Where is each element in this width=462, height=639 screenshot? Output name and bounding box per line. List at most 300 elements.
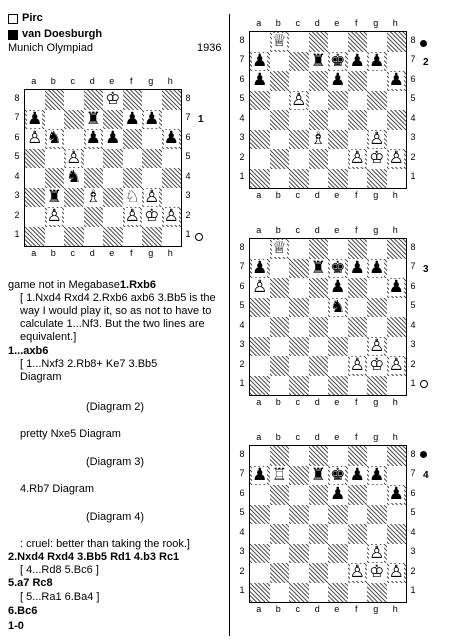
square-c4 xyxy=(289,110,309,130)
square-c6 xyxy=(64,129,84,149)
square-b8 xyxy=(270,239,290,259)
piece-K-icon: ♔ xyxy=(369,355,385,376)
rank-label-2: 2 xyxy=(410,565,416,576)
file-label-c: c xyxy=(70,76,75,86)
square-e4 xyxy=(328,317,348,337)
square-e4 xyxy=(103,168,123,188)
square-a2 xyxy=(250,356,270,376)
square-a6 xyxy=(250,71,270,91)
column-divider xyxy=(229,14,230,636)
square-b5 xyxy=(270,505,290,525)
rank-label-8: 8 xyxy=(239,448,245,459)
file-label-g: g xyxy=(148,248,154,258)
square-f8 xyxy=(123,90,143,110)
file-label-b: b xyxy=(275,18,281,28)
square-c7 xyxy=(289,259,309,279)
piece-P-icon: ♙ xyxy=(66,147,82,168)
rank-label-1: 1 xyxy=(239,585,245,596)
chess-board xyxy=(24,89,182,247)
rank-label-8: 8 xyxy=(185,92,191,103)
chess-board xyxy=(249,31,407,189)
square-b5 xyxy=(45,149,65,169)
rank-label-5: 5 xyxy=(410,507,416,518)
square-f8 xyxy=(348,239,368,259)
square-d3 xyxy=(309,130,329,150)
square-a2 xyxy=(25,207,45,227)
file-label-g: g xyxy=(148,76,154,86)
game-result: 1-0 xyxy=(8,620,24,632)
square-g3 xyxy=(367,130,387,150)
piece-p-icon: ♟ xyxy=(369,464,385,485)
square-c8 xyxy=(289,446,309,466)
square-e2 xyxy=(328,149,348,169)
square-f8 xyxy=(348,446,368,466)
white-square-icon xyxy=(8,14,18,24)
square-b2 xyxy=(45,207,65,227)
rank-label-2: 2 xyxy=(410,358,416,369)
rank-label-1: 1 xyxy=(410,585,416,596)
square-e3 xyxy=(103,188,123,208)
file-label-h: h xyxy=(392,432,398,442)
rank-label-5: 5 xyxy=(14,151,20,162)
square-a5 xyxy=(250,298,270,318)
square-d6 xyxy=(309,278,329,298)
event-year: 1936 xyxy=(197,42,222,54)
square-a6 xyxy=(25,129,45,149)
square-f3 xyxy=(348,337,368,357)
square-e1 xyxy=(328,583,348,603)
square-h7 xyxy=(387,259,407,279)
square-c1 xyxy=(289,376,309,396)
square-h7 xyxy=(162,110,182,130)
square-e8 xyxy=(328,32,348,52)
rank-label-6: 6 xyxy=(239,280,245,291)
square-h6 xyxy=(387,278,407,298)
piece-P-icon: ♙ xyxy=(349,562,365,583)
piece-N-icon: ♘ xyxy=(124,186,140,207)
piece-p-icon: ♟ xyxy=(330,277,346,298)
piece-p-icon: ♟ xyxy=(252,464,268,485)
piece-p-icon: ♟ xyxy=(252,70,268,91)
square-h8 xyxy=(387,446,407,466)
square-g1 xyxy=(367,376,387,396)
rank-label-6: 6 xyxy=(239,73,245,84)
square-a5 xyxy=(250,91,270,111)
piece-P-icon: ♙ xyxy=(349,148,365,169)
square-f1 xyxy=(123,227,143,247)
file-label-d: d xyxy=(89,248,95,258)
rank-label-4: 4 xyxy=(410,526,416,537)
square-e3 xyxy=(328,544,348,564)
rank-label-3: 3 xyxy=(410,132,416,143)
square-f3 xyxy=(348,544,368,564)
square-h6 xyxy=(387,71,407,91)
rank-label-6: 6 xyxy=(410,73,416,84)
file-label-g: g xyxy=(373,432,379,442)
rank-label-1: 1 xyxy=(410,171,416,182)
piece-K-icon: ♔ xyxy=(144,206,160,227)
square-f7 xyxy=(348,52,368,72)
file-label-a: a xyxy=(31,76,37,86)
rank-label-2: 2 xyxy=(410,151,416,162)
comment-5: : cruel: better than taking the rook.] xyxy=(20,538,190,550)
piece-P-icon: ♙ xyxy=(388,562,404,583)
black-player-name: van Doesburgh xyxy=(22,28,103,40)
square-e2 xyxy=(103,207,123,227)
piece-r-icon: ♜ xyxy=(310,50,326,71)
square-b3 xyxy=(45,188,65,208)
square-f5 xyxy=(348,91,368,111)
file-label-a: a xyxy=(256,190,262,200)
piece-P-icon: ♙ xyxy=(369,542,385,563)
square-d7 xyxy=(309,259,329,279)
file-label-a: a xyxy=(256,225,262,235)
square-b6 xyxy=(270,485,290,505)
rank-label-2: 2 xyxy=(239,151,245,162)
intro-text: game not in Megabase xyxy=(8,279,120,291)
square-b4 xyxy=(270,524,290,544)
square-g4 xyxy=(367,317,387,337)
square-f6 xyxy=(348,71,368,91)
file-label-f: f xyxy=(354,604,358,614)
square-d8 xyxy=(309,239,329,259)
square-g1 xyxy=(142,227,162,247)
file-label-f: f xyxy=(129,248,133,258)
rank-label-8: 8 xyxy=(14,92,20,103)
piece-Q-icon: ♕ xyxy=(271,31,287,52)
file-label-b: b xyxy=(275,432,281,442)
file-label-e: e xyxy=(334,18,340,28)
square-f3 xyxy=(348,130,368,150)
rank-label-7: 7 xyxy=(239,468,245,479)
square-c4 xyxy=(289,524,309,544)
piece-p-icon: ♟ xyxy=(105,128,121,149)
file-label-g: g xyxy=(373,225,379,235)
square-c1 xyxy=(64,227,84,247)
square-g1 xyxy=(367,169,387,189)
square-d2 xyxy=(84,207,104,227)
square-b2 xyxy=(270,563,290,583)
rank-label-7: 7 xyxy=(410,468,416,479)
square-d6 xyxy=(309,71,329,91)
square-c8 xyxy=(64,90,84,110)
piece-n-icon: ♞ xyxy=(330,296,346,317)
piece-p-icon: ♟ xyxy=(388,484,404,505)
square-b8 xyxy=(270,32,290,52)
square-h2 xyxy=(162,207,182,227)
square-e7 xyxy=(103,110,123,130)
square-g4 xyxy=(367,110,387,130)
white-to-move-icon xyxy=(195,233,203,241)
square-b8 xyxy=(45,90,65,110)
rank-label-8: 8 xyxy=(410,34,416,45)
white-player-name: Pirc xyxy=(22,12,43,24)
comment-1: [ 1.Nxd4 Rxd4 2.Rxb6 axb6 3.Bb5 is the way I would play it, so as not to have to calculate 1...Nf3. But the two lines are equivalent.] xyxy=(20,292,216,343)
comment-2a: [ 1...Nxf3 2.Rb8+ Ke7 3.Bb5 xyxy=(20,358,158,370)
square-c2 xyxy=(289,563,309,583)
piece-P-icon: ♙ xyxy=(388,148,404,169)
square-h5 xyxy=(387,91,407,111)
square-g5 xyxy=(367,298,387,318)
square-g5 xyxy=(367,505,387,525)
square-c6 xyxy=(289,71,309,91)
rank-label-6: 6 xyxy=(14,131,20,142)
rank-label-6: 6 xyxy=(239,487,245,498)
comment-3: pretty Nxe5 Diagram xyxy=(20,428,121,440)
square-f1 xyxy=(348,376,368,396)
piece-p-icon: ♟ xyxy=(27,108,43,129)
square-f2 xyxy=(348,563,368,583)
rank-label-4: 4 xyxy=(239,112,245,123)
notes-line-1 xyxy=(8,279,156,292)
square-g2 xyxy=(367,563,387,583)
rank-label-2: 2 xyxy=(14,209,20,220)
file-label-f: f xyxy=(354,18,358,28)
square-g2 xyxy=(142,207,162,227)
square-g6 xyxy=(367,278,387,298)
piece-p-icon: ♟ xyxy=(144,108,160,129)
piece-P-icon: ♙ xyxy=(252,277,268,298)
square-a4 xyxy=(250,317,270,337)
square-a4 xyxy=(250,110,270,130)
square-g6 xyxy=(142,129,162,149)
piece-p-icon: ♟ xyxy=(330,484,346,505)
piece-K-icon: ♔ xyxy=(105,89,121,110)
square-g5 xyxy=(367,91,387,111)
square-e5 xyxy=(328,505,348,525)
square-d7 xyxy=(309,466,329,486)
square-h5 xyxy=(387,505,407,525)
square-c2 xyxy=(289,356,309,376)
square-h3 xyxy=(387,337,407,357)
square-d1 xyxy=(309,169,329,189)
comment-4: 4.Rb7 Diagram xyxy=(20,483,94,495)
square-d8 xyxy=(84,90,104,110)
square-d5 xyxy=(309,505,329,525)
file-label-g: g xyxy=(373,397,379,407)
piece-B-icon: ♗ xyxy=(310,128,326,149)
square-a3 xyxy=(250,130,270,150)
square-h8 xyxy=(162,90,182,110)
piece-P-icon: ♙ xyxy=(369,128,385,149)
square-e8 xyxy=(103,90,123,110)
rank-label-6: 6 xyxy=(410,487,416,498)
rank-label-7: 7 xyxy=(410,54,416,65)
piece-P-icon: ♙ xyxy=(27,128,43,149)
square-c6 xyxy=(289,485,309,505)
event-name: Munich Olympiad xyxy=(8,42,93,54)
square-h1 xyxy=(387,376,407,396)
file-label-a: a xyxy=(256,432,262,442)
rank-label-2: 2 xyxy=(239,358,245,369)
file-label-d: d xyxy=(314,397,320,407)
square-d6 xyxy=(84,129,104,149)
square-b1 xyxy=(45,227,65,247)
file-label-h: h xyxy=(392,397,398,407)
square-h7 xyxy=(387,466,407,486)
square-g7 xyxy=(142,110,162,130)
square-c3 xyxy=(289,337,309,357)
moves-3: 5.a7 Rc8 xyxy=(8,577,53,589)
square-e7 xyxy=(328,259,348,279)
square-f7 xyxy=(123,110,143,130)
file-label-b: b xyxy=(50,76,56,86)
square-d1 xyxy=(309,583,329,603)
square-f1 xyxy=(348,583,368,603)
file-label-h: h xyxy=(392,18,398,28)
moves-4: 6.Bc6 xyxy=(8,605,38,617)
rank-label-3: 3 xyxy=(239,546,245,557)
rank-label-1: 1 xyxy=(239,171,245,182)
square-e4 xyxy=(328,110,348,130)
chess-board xyxy=(249,445,407,603)
rank-label-1: 1 xyxy=(239,378,245,389)
square-a7 xyxy=(250,52,270,72)
piece-r-icon: ♜ xyxy=(310,257,326,278)
square-b3 xyxy=(270,544,290,564)
square-g7 xyxy=(367,259,387,279)
square-h4 xyxy=(387,110,407,130)
file-label-d: d xyxy=(314,604,320,614)
square-f6 xyxy=(348,278,368,298)
file-label-b: b xyxy=(275,397,281,407)
piece-p-icon: ♟ xyxy=(252,50,268,71)
rank-label-1: 1 xyxy=(14,229,20,240)
square-h8 xyxy=(387,239,407,259)
piece-r-icon: ♜ xyxy=(310,464,326,485)
square-h5 xyxy=(162,149,182,169)
file-label-e: e xyxy=(334,225,340,235)
square-f2 xyxy=(348,356,368,376)
chess-board xyxy=(249,238,407,396)
piece-P-icon: ♙ xyxy=(144,186,160,207)
square-c7 xyxy=(289,466,309,486)
square-f7 xyxy=(348,259,368,279)
square-a5 xyxy=(25,149,45,169)
piece-n-icon: ♞ xyxy=(46,128,62,149)
square-b7 xyxy=(270,466,290,486)
file-label-c: c xyxy=(295,190,300,200)
square-a4 xyxy=(25,168,45,188)
square-e7 xyxy=(328,466,348,486)
square-e3 xyxy=(328,337,348,357)
file-label-f: f xyxy=(354,190,358,200)
file-label-e: e xyxy=(334,397,340,407)
square-e8 xyxy=(328,239,348,259)
piece-p-icon: ♟ xyxy=(349,464,365,485)
square-h3 xyxy=(387,544,407,564)
square-e5 xyxy=(328,298,348,318)
square-d5 xyxy=(84,149,104,169)
piece-p-icon: ♟ xyxy=(124,108,140,129)
square-e7 xyxy=(328,52,348,72)
piece-p-icon: ♟ xyxy=(252,257,268,278)
square-d7 xyxy=(309,52,329,72)
file-label-b: b xyxy=(275,190,281,200)
square-b2 xyxy=(270,356,290,376)
moves-2: 2.Nxd4 Rxd4 3.Bb5 Rd1 4.b3 Rc1 xyxy=(8,551,180,563)
piece-r-icon: ♜ xyxy=(85,108,101,129)
square-h1 xyxy=(387,583,407,603)
square-e3 xyxy=(328,130,348,150)
square-d8 xyxy=(309,32,329,52)
rank-label-7: 7 xyxy=(239,261,245,272)
piece-n-icon: ♞ xyxy=(66,167,82,188)
file-label-d: d xyxy=(314,18,320,28)
square-f1 xyxy=(348,169,368,189)
square-a2 xyxy=(250,563,270,583)
file-label-g: g xyxy=(373,18,379,28)
piece-B-icon: ♗ xyxy=(85,186,101,207)
square-e1 xyxy=(328,169,348,189)
square-h2 xyxy=(387,563,407,583)
square-g2 xyxy=(367,356,387,376)
comment-6: [ 4...Rd8 5.Bc6 ] xyxy=(20,564,99,576)
square-g3 xyxy=(142,188,162,208)
square-b6 xyxy=(270,278,290,298)
file-label-c: c xyxy=(295,18,300,28)
square-g8 xyxy=(367,32,387,52)
square-b6 xyxy=(45,129,65,149)
square-a8 xyxy=(250,446,270,466)
square-f2 xyxy=(123,207,143,227)
rank-label-2: 2 xyxy=(239,565,245,576)
square-f4 xyxy=(348,317,368,337)
rank-label-3: 3 xyxy=(239,132,245,143)
square-b3 xyxy=(270,130,290,150)
piece-P-icon: ♙ xyxy=(349,355,365,376)
square-b3 xyxy=(270,337,290,357)
square-a4 xyxy=(250,524,270,544)
black-to-move-icon xyxy=(420,40,427,47)
rank-label-8: 8 xyxy=(239,241,245,252)
square-b8 xyxy=(270,446,290,466)
rank-label-7: 7 xyxy=(185,112,191,123)
square-b5 xyxy=(270,91,290,111)
square-d3 xyxy=(309,544,329,564)
square-a1 xyxy=(250,169,270,189)
square-h5 xyxy=(387,298,407,318)
file-label-g: g xyxy=(373,190,379,200)
square-c4 xyxy=(64,168,84,188)
diagram-ref-2: (Diagram 2) xyxy=(86,401,145,413)
rank-label-3: 3 xyxy=(185,190,191,201)
square-a8 xyxy=(250,239,270,259)
square-c1 xyxy=(289,169,309,189)
piece-p-icon: ♟ xyxy=(349,50,365,71)
piece-p-icon: ♟ xyxy=(388,70,404,91)
square-b7 xyxy=(270,52,290,72)
rank-label-5: 5 xyxy=(410,93,416,104)
rank-label-7: 7 xyxy=(410,261,416,272)
square-d4 xyxy=(309,317,329,337)
rank-label-3: 3 xyxy=(239,339,245,350)
square-d5 xyxy=(309,298,329,318)
square-c2 xyxy=(64,207,84,227)
piece-P-icon: ♙ xyxy=(388,355,404,376)
rank-label-7: 7 xyxy=(239,54,245,65)
square-e6 xyxy=(328,485,348,505)
square-g6 xyxy=(367,71,387,91)
square-a5 xyxy=(250,505,270,525)
square-f6 xyxy=(348,485,368,505)
diagram-ref-3: (Diagram 3) xyxy=(86,456,145,468)
piece-P-icon: ♙ xyxy=(291,89,307,110)
piece-r-icon: ♜ xyxy=(46,186,62,207)
square-e4 xyxy=(328,524,348,544)
piece-p-icon: ♟ xyxy=(369,257,385,278)
square-a8 xyxy=(25,90,45,110)
